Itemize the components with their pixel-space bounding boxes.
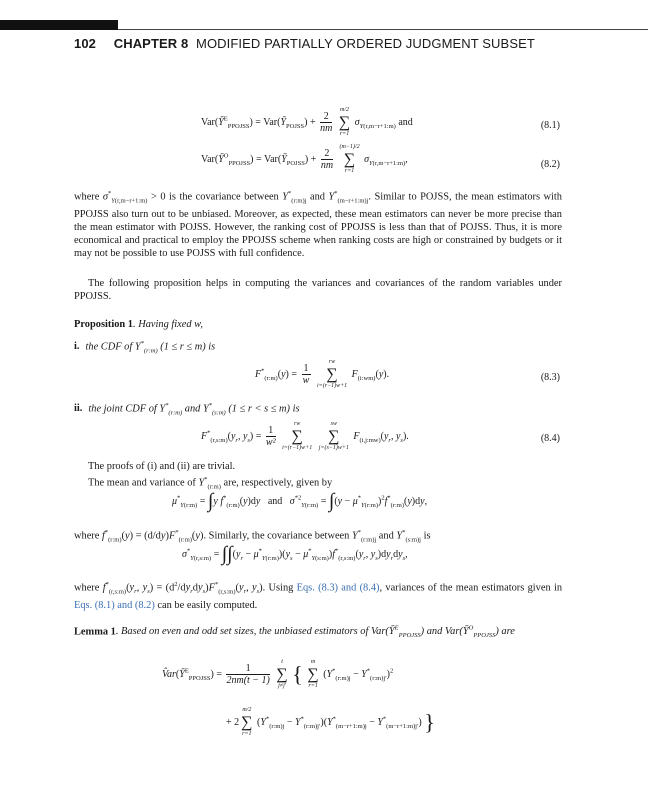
equation-number-8-2: (8.2) [540,159,560,170]
page-number: 102 [74,36,96,51]
paragraph-1: where $\sigma^*_{Y(r,m-r+1:m)} > 0$ is the covariance between $Y^*_{(r:m)j}$ and $Y^*_{(m-r+1:m)j}$. Similar to POJSS, the mean estimators with PPOJSS also turn out to be unbiased. Moreover, as expected, these mean estimators can never be more precise than the mean estimator with POJSS. However, the ranking cost of PPOJSS is less than that of POJSS. Thus, it is more economical and practical to employ the PPOJSS scheme when ranking costs are high or constrained by budgets or it may not be possible to use POJSS with full confidence. [74,190,562,260]
header-rule [118,29,648,30]
where-line-3: where $f^*_{(r,s:m)}(y_r$, $y_s) = (d^2/dy_rdy_s)F^*_{(r,s:m)}(y_r$, $y_s$). Using Eqs. (8.3) and (8.4), variances of the mean estimators given in Eqs. (8.1) and (8.2) can be easily computed. [74,581,563,611]
running-header [74,36,535,51]
chapter-title: MODIFIED PARTIALLY ORDERED JUDGMENT SUBSET [196,36,535,51]
variance-estimator-equation-line-2: + 2 m/2 ∑ r=1 $(Y^*_{(r:m)j} - Y^*_{(r:m)j'})(Y^*_{(m-r+1:m)j} - Y^*_{(m-r+1:m)j'})$ } [226,707,435,737]
mean-variance-equation: $\mu^*_{Y(r:m)} = \int y$ $f^*_{(r:m)}(y)dy$ and $\sigma^{*2}_{Y(r:m)} = \int(y - \mu^*_{Y(r:m)})^2f^*_{(r:m)}(y)dy$, [172,490,428,512]
link-eqs-8-3-8-4[interactable]: Eqs. (8.3) and (8.4) [296,582,380,594]
equation-8-1: $Var(Ȳ^E_{PPOJSS})$ = $Var(Ȳ_{POJSS})$ + $\frac{2}{nm}$ m/2 ∑ r=1 $\sigma_{Y(r,m-r+1:m)}$ and [201,107,413,137]
mean-variance-line: The mean and variance of $Y^*_{(r:m)}$ are, respectively, given by [88,476,333,491]
proofs-line: The proofs of (i) and (ii) are trivial. [88,461,236,472]
equation-8-3: $F^*_{(r:m)}(y)$ = $\frac{1}{w}$ rw ∑ i=(r−1)w+1 $F_{(i:wm)}(y)$. [255,359,390,389]
chapter-label: CHAPTER 8 [113,36,189,51]
where-line-2: where $f^*_{(r:m)}(y) = (d/dy)F^*_{(r:m)}(y)$. Similarly, the covariance between $Y^*_{(r:m)j}$ and $Y^*_{(s:m)j}$ is [74,529,431,544]
equation-number-8-3: (8.3) [540,372,560,383]
equation-number-8-4: (8.4) [540,433,560,444]
variance-estimator-equation: $V̂ar(Ȳ^E_{PPOJSS})$ = $\frac{1}{2nm(t - 1)}$ t ∑ j≠j′ { m ∑ r=1 $(Y^*_{(r:m)j} - Y^*_{(r:m)j'})^2$ [162,659,394,689]
proposition-1: Proposition 1. Having fixed w, [74,319,203,330]
covariance-equation: $\sigma^*_{Y(r,s:m)} = \int\int(y_r - \mu^*_{Y(r:m)})(y_s - \mu^*_{Y(s:m)})f^*_{(r,s:m)}(y_r$, $y_s)dy_rdy_s$, [182,543,408,565]
equation-8-2: $Var(Ȳ^O_{PPOJSS})$ = $Var(Ȳ_{POJSS})$ + $\frac{2}{nm}$ (m−1)/2 ∑ r=1 $\sigma_{Y(r,m-r+1:m)}$, [201,144,408,174]
lemma-1: Lemma 1. Based on even and odd set sizes, the unbiased estimators of $Var(Ȳ^E_{PPOJSS})$ and $Var(Ȳ^O_{PPOJSS})$ are [74,625,515,640]
equation-8-4: $F^*_{(r,s:m)}(y_r$, $y_s$) = $\frac{1}{\text{w²}}$ rw ∑ i=(r−1)w+1 sw ∑ j=(s−1)w+1 $F_{(i,j:mw)}(y_r$, $y_s$). [201,421,409,451]
paragraph-2: The following proposition helps in computing the variances and covariances of the random variables under PPOJSS. [74,278,562,303]
proposition-item-1: i. the CDF of $Y^*_{(r:m)}$ (1 ≤ r ≤ m) is [74,340,216,355]
link-eqs-8-1-8-2[interactable]: Eqs. (8.1) and (8.2) [74,599,155,611]
header-bar [0,20,118,30]
proposition-item-2: ii. the joint CDF of $Y^*_{(r:m)}$ and $Y^*_{(s:m)}$ (1 ≤ r < s ≤ m) is [74,402,300,417]
equation-number-8-1: (8.1) [540,120,560,131]
